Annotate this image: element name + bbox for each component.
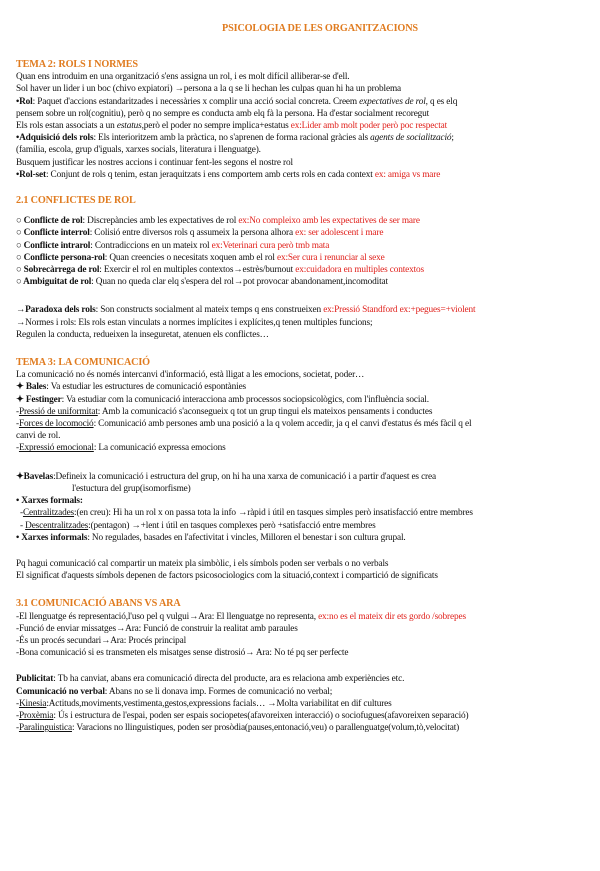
- conflicte-item: [16, 240, 588, 252]
- xarxes-formals-label: • Xarxes formals:: [16, 496, 83, 507]
- kinesia-text: :Actituds,moviments,vestimenta,gestos,expressions facials… →Molta variabilitat en dif cultures: [46, 698, 392, 709]
- tema3-intro: La comunicació no és només intercanvi d'informació, està lligat a les emocions, societat, poder…: [16, 370, 365, 381]
- expressio-line: -Expressió emocional: La comunicació expressa emocions: [16, 443, 226, 454]
- informals-label: • Xarxes informals: [16, 532, 88, 543]
- normes-line-2: Regulen la conducta, redueixen la inseguretat, atenuen els conflictes…: [16, 329, 269, 340]
- abans-ara-line-4: -Bona comunicació si es transmeten els misatges sense distrosió→ Ara: No té pq ser perfecte: [16, 648, 349, 659]
- abans-ara-line-1: [16, 611, 588, 623]
- centralitzades-label: Centralitzades: [22, 508, 75, 519]
- paralinguistica-line: -Paralinguistica: Varacions no llinguistiques, poden ser prosòdia(pauses,entonació,veu) o parallenguatge(volum,tò,velocitat): [16, 723, 460, 734]
- proxemia-line: -Proxèmia: Ús i estructura de l'espai, poden ser espais sociopetes(afavoreixen interacció) o sociofugues(afavoreixen separació): [16, 710, 469, 721]
- pressio-line: -Pressió de uniformitat: Amb la comunicació s'aconsegueix q tot un grup tingui els mateixos pensaments i conductes: [16, 406, 433, 417]
- conflicte-label: ○ Conflicte persona-rol: [16, 252, 105, 263]
- festinger-text: : Va estudiar com la comunicació interacciona amb processos sociopsicològics, com l'influència social.: [61, 394, 429, 405]
- tema3-heading: TEMA 3: LA COMUNICACIÓ: [16, 357, 150, 369]
- rolset-example: ex: amiga vs mare: [374, 169, 441, 180]
- paradoxa-label: →Paradoxa dels rols: [16, 305, 96, 316]
- rol-definition: [16, 96, 588, 108]
- rol-label: •Rol: [16, 96, 33, 107]
- bavelas-line: [16, 471, 588, 483]
- descentralitzades-text: :(pentagon) →+lent i útil en tasques complexes però +satisfacció entre membres: [88, 520, 376, 531]
- rolset-line: [16, 169, 588, 181]
- conflicte-example: ex:Ser cura i renunciar al sexe: [276, 252, 385, 263]
- no-verbal-label: Comunicació no verbal: [16, 686, 105, 697]
- estatus-example: ex:Lider amb molt poder però poc respectat: [290, 121, 448, 132]
- festinger-label: ✦ Festinger: [16, 394, 62, 405]
- adquisicio-text-end: ;: [451, 133, 454, 144]
- rolset-text: : Conjunt de rols q tenim, estan jeraquitzats i ens comportem amb certs rols en cada context: [45, 169, 375, 180]
- conflicte-example: ex:cuidadora en multiples contextos: [295, 265, 425, 276]
- conflicte-text: : Exercir el rol en multiples contextos→estrès/burnout: [99, 265, 296, 276]
- bavelas-label: ✦Bavelas: [16, 471, 54, 482]
- bales-label: ✦ Bales: [16, 382, 47, 393]
- estatus-text: Els rols estan associats a un: [16, 121, 117, 132]
- abans-ara-line-2: -Funció de enviar missatges→Ara: Funció de construir la realitat amb paraules: [16, 623, 298, 634]
- normes-line-1: →Normes i rols: Els rols estan vinculats a normes implícites i explícites,q tenen multiples funcions;: [16, 317, 373, 328]
- sec31-heading: 3.1 COMUNICACIÓ ABANS VS ARA: [16, 598, 181, 610]
- adquisicio-label: •Adquisició dels rols: [16, 133, 94, 144]
- adquisicio-italic-term: agents de socialització: [370, 133, 452, 144]
- conflicte-text: : Contradiccions en un mateix rol: [90, 240, 212, 251]
- conflicte-label: ○ Conflicte interrol: [16, 228, 90, 239]
- conflicte-label: ○ Sobrecàrrega de rol: [16, 265, 100, 276]
- paradoxa-line: [16, 304, 588, 316]
- conflicte-label: ○ Conflicte intrarol: [16, 240, 91, 251]
- conflicte-item: [16, 215, 588, 227]
- bales-text: : Va estudiar les estructures de comunicació espontànies: [46, 382, 247, 393]
- conflicte-text: : Discrepàncies amb les expectatives de rol: [82, 216, 239, 227]
- kinesia-line: -Kinesia:Actituds,moviments,vestimenta,gestos,expressions facials… →Molta variabilitat en dif cultures: [16, 698, 392, 709]
- forces-line-2: canvi de rol.: [16, 431, 61, 442]
- conflictes-heading: 2.1 CONFLICTES DE ROL: [16, 195, 136, 207]
- descentralitzades-line: - Descentralitzades:(pentagon) →+lent i útil en tasques complexes però +satisfacció entre membres: [20, 520, 376, 531]
- rol-text-end: , q es elq: [425, 96, 458, 107]
- paradoxa-text: : Son constructs socialment al mateix temps q ens construeixen: [95, 305, 324, 316]
- kinesia-label: Kinesia: [18, 698, 47, 709]
- tema2-intro-line-2: Sol haver un lider i un boc (chivo expiatori) →persona a la q se li hechan les culpas quan hi ha un problema: [16, 84, 401, 95]
- adquisicio-line-3: Busquem justificar les nostres accions i continuar fent-les segons el nostre rol: [16, 157, 293, 168]
- rol-definition-line-2: pensem sobre un rol(cognitiu), però q no sempre es conducta amb elq fà la persona. Ha d'estar socialment recoregut: [16, 108, 430, 119]
- abans-ara-line-3: -És un procés secundari→Ara: Procés principal: [16, 635, 187, 646]
- document-page: [0, 23, 600, 871]
- rol-italic-term: expectatives de rol: [359, 96, 426, 107]
- conflicte-text: : Quan no queda clar elq s'espera del rol→pot provocar abandonament,incomoditat: [91, 277, 388, 288]
- simbol-line-2: El significat d'aquests símbols depenen de factors psicosociologics com la situació,context i compartició de significats: [16, 571, 438, 582]
- expressio-label: Expressió emocional: [18, 443, 94, 454]
- adquisicio-line: [16, 132, 588, 144]
- conflicte-label: ○ Ambiguitat de rol: [16, 277, 92, 288]
- abans-ara-text: -El llenguatge és representació,l'uso pel q vulgui→Ara: El llenguatge no representa,: [16, 611, 319, 622]
- conflicte-item: [16, 264, 588, 276]
- conflicte-text: : Colisió entre diversos rols q assumeix la persona alhora: [89, 228, 296, 239]
- proxemia-label: Proxèmia: [18, 710, 54, 721]
- festinger-line: [16, 394, 588, 406]
- tema2-intro-line-1: Quan ens introduim en una organització s'ens assigna un rol, i es molt difícil alliberar-se d'ell.: [16, 72, 350, 83]
- informals-text: : No regulades, basades en l'afectivitat i vincles, Milloren el benestar i son cultura grupal.: [87, 532, 406, 543]
- publicitat-text: : Tb ha canviat, abans era comunicació directa del producte, ara es relaciona amb experiències etc.: [53, 674, 405, 685]
- centralitzades-line: -Centralitzades:(en creu): Hi ha un rol x on passa tota la info →ràpid i útil en tasques simples però insatisfacció entre membres: [20, 508, 473, 519]
- expressio-text: : La comunicació expressa emocions: [93, 443, 226, 454]
- estatus-line: [16, 120, 588, 132]
- conflicte-example: ex: ser adolescent i mare: [295, 228, 384, 239]
- paradoxa-example: ex:Pressió Standford ex:+pegues=+violent: [323, 305, 476, 316]
- conflicte-label: ○ Conflicte de rol: [16, 216, 83, 227]
- pressio-text: : Amb la comunicació s'aconsegueix q tot un grup tingui els mateixos pensaments i conductes: [97, 406, 433, 417]
- adquisicio-text: : Els interioritzem amb la pràctica, no s'aprenen de forma racional gràcies als: [93, 133, 371, 144]
- estatus-text-end: ,però el poder no sempre implica+estatus: [141, 121, 291, 132]
- no-verbal-text: : Abans no se li donava imp. Formes de comunicació no verbal;: [104, 686, 333, 697]
- descentralitzades-label: Descentralitzades: [25, 520, 89, 531]
- conflicte-item: [16, 227, 588, 239]
- publicitat-line: [16, 673, 588, 685]
- conflicte-item: [16, 276, 588, 288]
- estatus-italic-term: estatus: [116, 121, 142, 132]
- bavelas-line-2: l'estuctura del grup(isomorfisme): [72, 483, 191, 494]
- simbol-line-1: Pq hagui comunicació cal compartir un mateix pla simbòlic, i els símbols poden ser verbals o no verbals: [16, 558, 389, 569]
- bavelas-text: :Defineix la comunicació i estructura del grup, on hi ha una xarxa de comunicació i a partir d'aquest es crea: [53, 471, 436, 482]
- tema2-heading: TEMA 2: ROLS I NORMES: [16, 59, 138, 70]
- conflicte-text: : Quan creencies o necesitats xoquen amb el rol: [104, 252, 277, 263]
- rolset-label: •Rol-set: [16, 169, 46, 180]
- paralinguistica-label: Paralinguistica: [18, 723, 72, 734]
- forces-line: -Forces de locomoció: Comunicació amb persones amb una posició a la q volem accedir, ja q el canvi d'estatus és més fàcil q el: [16, 419, 472, 430]
- rol-text: : Paquet d'accions estandaritzades i necessàries x complir una acció social concreta. Creem: [32, 96, 360, 107]
- abans-ara-example: ex:no es el mateix dir ets gordo /sobrepes: [318, 611, 466, 622]
- proxemia-text: : Ús i estructura de l'espai, poden ser espais sociopetes(afavoreixen interacció) o sociofugues(afavoreixen separació): [53, 710, 469, 721]
- conflicte-example: ex:Veterinari cura però tmb mata: [211, 240, 330, 251]
- forces-text: : Comunicació amb persones amb una posició a la q volem accedir, ja q el canvi d'estatus és més fàcil q el: [93, 419, 472, 430]
- forces-label: Forces de locomoció: [18, 419, 94, 430]
- adquisicio-line-2: (familia, escola, grup d'iguals, xarxes socials, literatura i llenguatge).: [16, 145, 261, 156]
- centralitzades-text: :(en creu): Hi ha un rol x on passa tota la info →ràpid i útil en tasques simples però insatisfacció entre membres: [74, 508, 473, 519]
- no-verbal-line: [16, 686, 588, 698]
- informals-line: [16, 532, 588, 544]
- paralinguistica-text: : Varacions no llinguistiques, poden ser prosòdia(pauses,entonació,veu) o parallenguatge(volum,tò,velocitat): [71, 723, 460, 734]
- document-title: PSICOLOGIA DE LES ORGANITZACIONS: [222, 23, 418, 34]
- pressio-label: Pressió de uniformitat: [18, 406, 98, 417]
- conflicte-item: [16, 252, 588, 264]
- document-body: [16, 59, 588, 734]
- conflicte-example: ex:No compleixo amb les expectatives de ser mare: [238, 216, 420, 227]
- bales-line: [16, 381, 588, 393]
- publicitat-label: Publicitat: [16, 674, 54, 685]
